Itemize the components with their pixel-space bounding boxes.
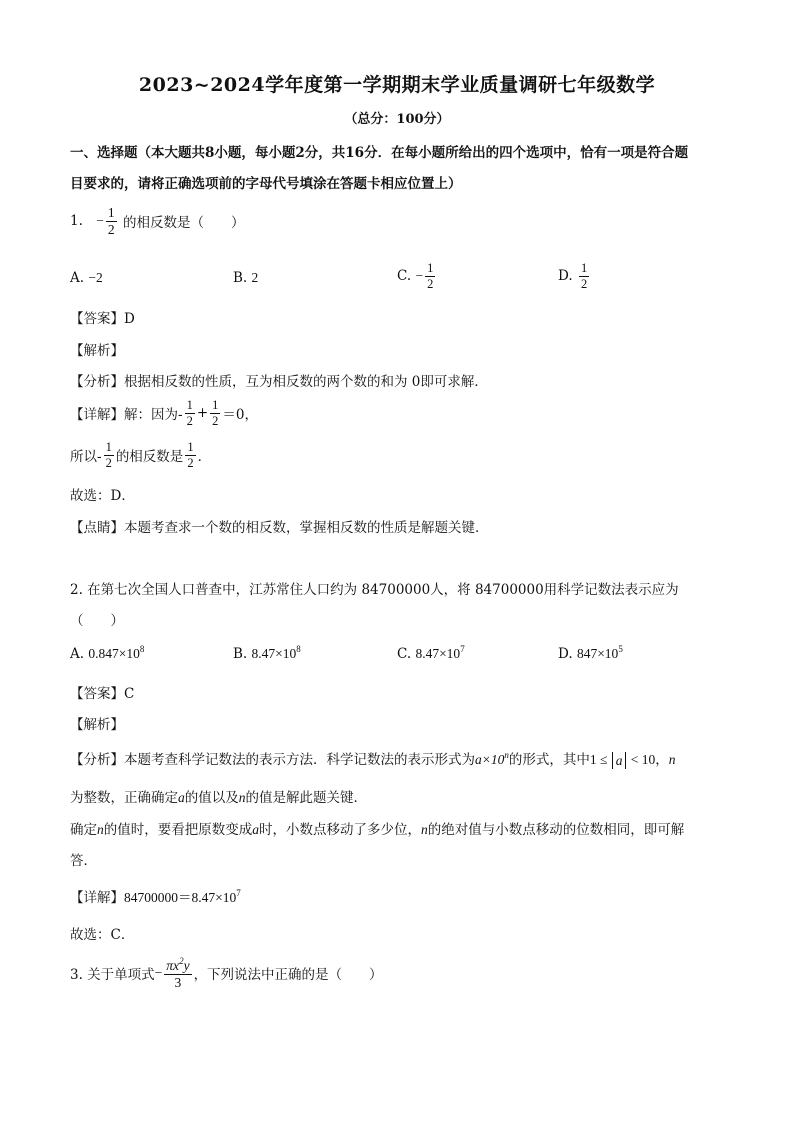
q2-option-d: D. $847\times 10^5$ bbox=[558, 644, 623, 662]
q2-option-b: B. $8.47\times 10^8$ bbox=[233, 644, 301, 662]
page-title: 2023~2024学年度第一学期期末学业质量调研七年级数学 bbox=[138, 74, 656, 96]
q1-option-c: C. − $\frac{1}{2}$ bbox=[397, 261, 434, 291]
q1-stem-text: 的相反数是（ ） bbox=[122, 215, 245, 231]
q3-stem: 3. 关于单项式− $\frac{\pi x^2y}{3}$ ，下列说法中正确的是（ ） bbox=[70, 956, 383, 990]
q2-option-c: C. $8.47\times 10^7$ bbox=[397, 644, 465, 662]
q2-fenxi-line2: 为整数，正确确定a的值以及n的值是解此题关键． bbox=[70, 790, 367, 806]
q2-fenxi-line1: 【分析】本题考查科学记数法的表示方法．科学记数法的表示形式为$a\times 10^n$的形式，其中1 ≤ a < 10，n bbox=[70, 750, 676, 768]
section-heading-line1: 一、选择题（本大题共8小题，每小题2分，共16分．在每小题所给出的四个选项中，恰有一项是符合题 bbox=[70, 145, 689, 161]
q1-xiangjie-line2: 所以- $\frac{1}{2}$ 的相反数是 $\frac{1}{2}$ ． bbox=[70, 440, 212, 470]
q1-stem bbox=[70, 206, 244, 236]
q1-fenxi: 【分析】根据相反数的性质，互为相反数的两个数的和为 0即可求解． bbox=[70, 374, 488, 390]
q2-fenxi-line3: 确定n的值时，要看把原数变成a时，小数点移动了多少位，n的绝对值与小数点移动的位数相同，即可解 bbox=[70, 822, 685, 838]
q2-choice: 故选：C． bbox=[70, 927, 135, 943]
section-heading-line2: 目要求的，请将正确选项前的字母代号填涂在答题卡相应位置上） bbox=[70, 176, 462, 192]
q2-stem-line1: 2. 在第七次全国人口普查中，江苏常住人口约为 84700000人，将 84700000用科学记数法表示应为 bbox=[70, 582, 679, 598]
q1-xiangjie: 【详解】解：因为- $\frac{1}{2}$ + $\frac{1}{2}$ ＝0， bbox=[70, 398, 258, 428]
q2-answer: 【答案】C bbox=[70, 686, 135, 702]
q1-analysis-label: 【解析】 bbox=[70, 343, 124, 359]
total-score: （总分：100分） bbox=[344, 112, 450, 127]
q2-xiangjie: 【详解】$84700000=8.47\times 10^7$ bbox=[70, 888, 241, 906]
q1-option-d: D. $\frac{1}{2}$ bbox=[558, 261, 588, 291]
q1-answer: 【答案】D bbox=[70, 311, 135, 327]
q2-fenxi-line4: 答． bbox=[70, 853, 97, 869]
q2-stem-line2: （ ） bbox=[70, 613, 124, 629]
q1-dianjing: 【点睛】本题考查求一个数的相反数，掌握相反数的性质是解题关键． bbox=[70, 520, 489, 536]
q1-choice: 故选：D． bbox=[70, 488, 135, 504]
q1-option-b: B. 2 bbox=[233, 270, 259, 286]
q1-option-a: A. −2 bbox=[70, 270, 103, 286]
q2-analysis-label: 【解析】 bbox=[70, 717, 124, 733]
q2-option-a: A. $0.847\times 10^8$ bbox=[70, 644, 145, 662]
q1-fraction: − $\frac{1}{2}$ bbox=[96, 205, 115, 237]
q1-number: 1. bbox=[70, 212, 83, 229]
